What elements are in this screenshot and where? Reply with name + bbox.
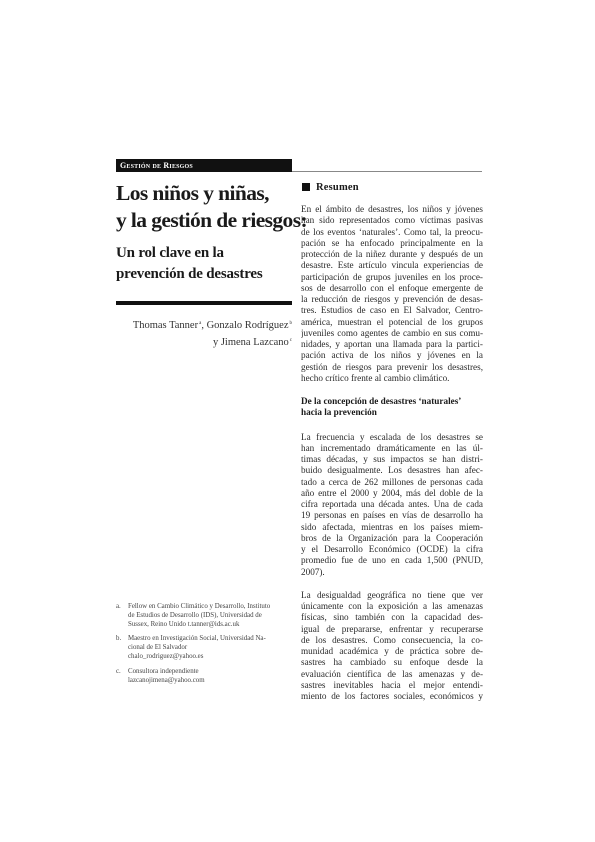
text-line: físicas, sino también con la capacidad des- — [301, 612, 483, 623]
article-title — [116, 180, 308, 234]
text-line: evaluación científica de las amenazas y de- — [301, 668, 483, 679]
affiliation-footnotes — [116, 603, 292, 691]
right-column — [301, 180, 483, 702]
text-line: año entre el 2000 y 2004, más del doble de la — [301, 487, 483, 498]
text-line: de los desastres. Como consecuencia, la co- — [301, 634, 483, 645]
author-name: Thomas Tanner — [132, 320, 199, 331]
text-line: han sido representados como víctimas pasivas — [301, 215, 483, 226]
text-line: desastre. Este artículo vincula experiencias de — [301, 260, 483, 271]
title-rule — [116, 301, 292, 305]
author-affiliation-mark: b — [289, 321, 292, 326]
text-line: timas décadas, y sus impactos se han distri- — [301, 454, 483, 464]
section-header-bar — [116, 159, 292, 172]
author-list — [110, 316, 292, 350]
author-name: Gonzalo Rodríguez — [206, 320, 289, 331]
text-line: han incrementado dramáticamente en las úl- — [301, 442, 483, 453]
text-line: tres. Estudios de caso en El Salvador, Centro- — [301, 305, 483, 316]
abstract-title: Resumen — [316, 181, 359, 193]
text-line: sastres inevitables hacia el mejor entendi- — [301, 679, 483, 690]
footnote-mark: a. — [116, 603, 121, 610]
text-line: miento de los factores sociales, económicos y — [301, 691, 483, 701]
text-line: sastres ha cambiado su enfoque desde la — [301, 657, 483, 668]
text-line: La desigualdad geográfica no tiene que ver — [301, 589, 483, 600]
text-line: nidades, y aportan una llamada para la partici- — [301, 339, 483, 349]
text-line: La frecuencia y escalada de los desastres se — [301, 431, 483, 442]
square-bullet-icon — [302, 183, 310, 191]
author-separator: , — [201, 320, 204, 331]
text-line: participación de grupos juveniles en los proce- — [301, 271, 483, 282]
title-line-2: y la gestión de riesgos: — [116, 208, 308, 232]
section-label: Gestión de Riesgos — [120, 161, 193, 170]
text-line: munidad académica y de práctica sobre de- — [301, 646, 483, 656]
text-line: juveniles como agentes de cambio en sus comu- — [301, 327, 483, 338]
text-line: En el ámbito de desastres, los niños y jóvenes — [301, 204, 483, 214]
footnote-mark: b. — [116, 635, 122, 643]
text-line: únicamente con la exposición a las amenazas — [301, 601, 483, 611]
section-heading: De la concepción de desastres ‘naturales’ hacia la prevención — [301, 396, 462, 418]
text-line: gestión de riesgos para prevenir los desastres, — [301, 361, 483, 372]
text-line: sos de desarrollo con el enfoque emergente de — [301, 282, 483, 293]
text-line: 19 personas en países en vías de desarrollo ha — [301, 510, 483, 521]
text-line: cifra reportada una década antes. Una de cada — [301, 499, 483, 509]
text-line: hecho crítico frente al cambio climático. — [301, 372, 450, 383]
body-paragraph-2 — [301, 590, 483, 703]
body-paragraph-1 — [301, 432, 483, 578]
subtitle-line-1: Un rol clave en la — [116, 245, 224, 261]
abstract-text — [301, 204, 483, 384]
author-affiliation-mark: c — [289, 338, 292, 343]
header-rule — [292, 171, 482, 172]
text-line: de los eventos ‘naturales’. Como tal, la preocu- — [301, 226, 483, 237]
text-line: bros de la Organización para la Cooperación — [301, 532, 483, 543]
text-line: pación activa de los niños y jóvenes en la — [301, 350, 483, 361]
article-subtitle — [116, 243, 296, 285]
author-name: y Jimena Lazcano — [212, 337, 289, 348]
footnote-mark: c. — [116, 667, 121, 675]
footnote: c. Consultora independiente lazcanojimena@yahoo.com — [116, 667, 205, 684]
footnote: b. Maestro en Investigación Social, Universidad Na- cional de El Salvador chalo_rodriguez@yahoo.es — [116, 635, 266, 660]
text-line: sido afectada, mientras en los países miem- — [301, 521, 483, 532]
author-affiliation-mark: a — [199, 321, 202, 326]
subtitle-line-2: prevención de desastres — [116, 266, 263, 282]
text-line: pación se ha enfocado principalmente en la — [301, 237, 483, 248]
abstract-heading — [301, 180, 483, 194]
text-line: igual de prepararse, enfrentar y recuperarse — [301, 623, 483, 634]
text-line: 2007). — [301, 566, 325, 577]
footnote: a. Fellow en Cambio Climático y Desarrollo, Instituto de Estudios de Desarrollo (IDS), Universidad de Sussex, Reino Unido t.tanner@ids.ac.uk — [116, 603, 271, 628]
text-line: la reducción de riesgos y prevención de desas- — [301, 294, 483, 304]
text-line: y el Desarrollo Económico (OCDE) la cifra — [301, 544, 483, 554]
text-line: promedio fue de uno en cada 1,500 (PNUD, — [301, 555, 483, 566]
text-line: américa, muestran el potencial de los grupos — [301, 316, 483, 327]
text-line: tado a cerca de 262 millones de personas cada — [301, 476, 483, 487]
text-line: buido desigualmente. Los desastres han afec- — [301, 465, 483, 476]
title-line-1: Los niños y niñas, — [116, 181, 269, 205]
text-line: protección de la niñez durante y después de un — [301, 249, 483, 259]
